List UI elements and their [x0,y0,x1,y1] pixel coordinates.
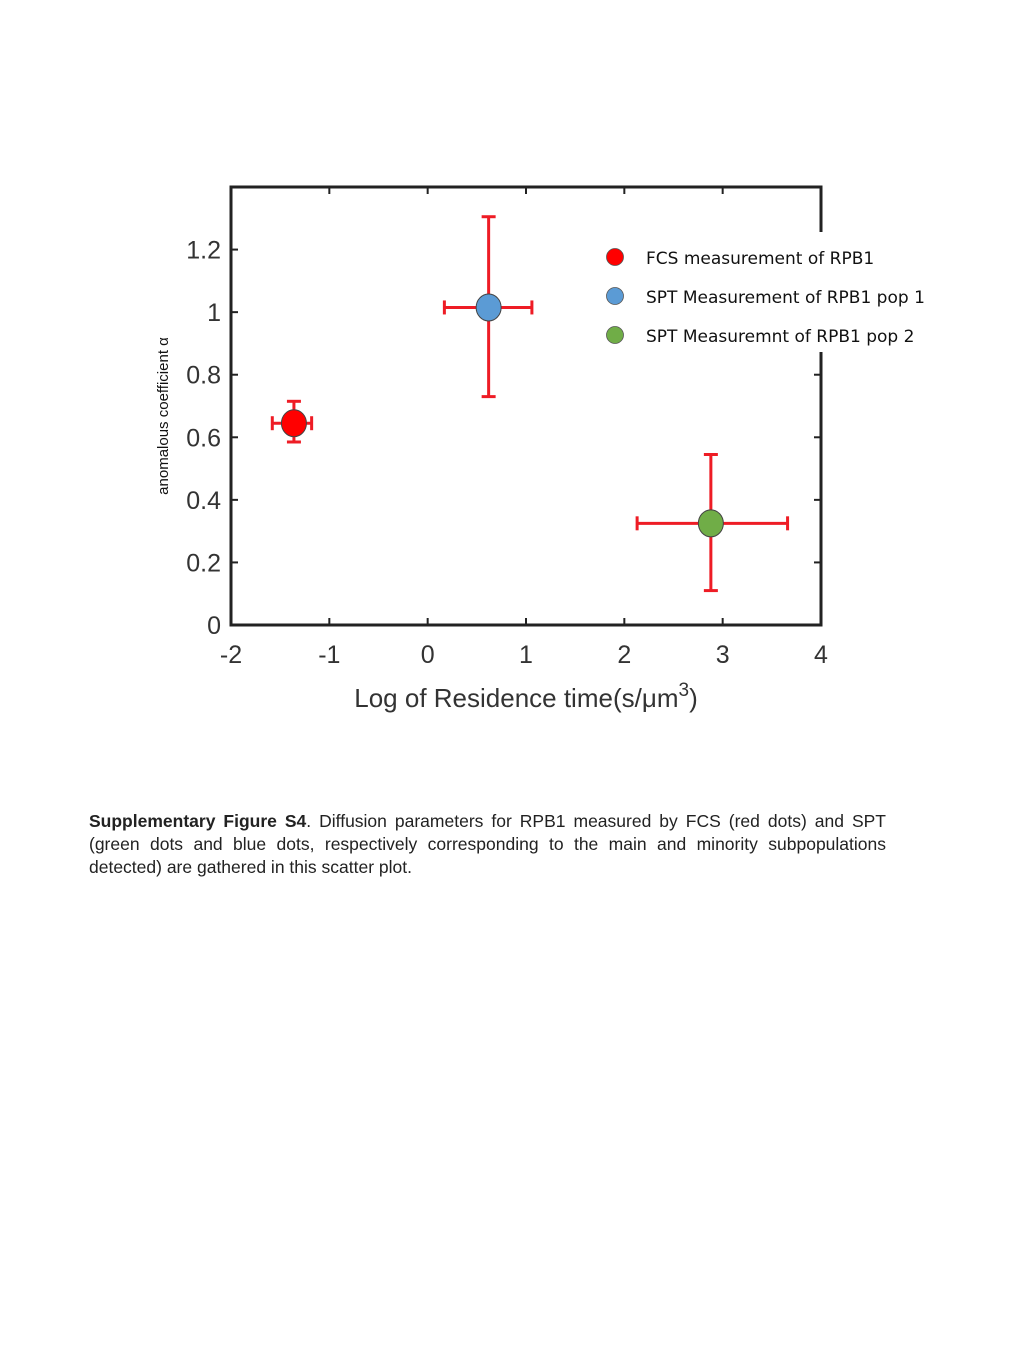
x-tick-label: 2 [617,641,632,669]
data-point [281,410,306,437]
y-tick-label: 1.2 [186,236,221,265]
data-point-group [272,401,311,442]
data-point [476,294,501,321]
x-axis-label-close: ) [689,683,698,713]
legend-label: FCS measurement of RPB1 [646,249,875,269]
legend-marker [607,288,624,305]
y-tick-label: 0.4 [186,486,221,515]
data-point-group [444,217,532,397]
x-tick-label: 4 [814,641,828,669]
y-tick-label: 0 [207,612,221,640]
x-axis-label-superscript: 3 [678,680,690,701]
x-tick-label: 0 [420,641,435,669]
y-tick-label: 0.6 [186,424,221,453]
x-tick-label: -2 [219,641,243,669]
x-tick-label: 3 [715,641,730,669]
caption-label: Supplementary Figure S4 [89,811,307,831]
legend-label: SPT Measurement of RPB1 pop 1 [646,288,925,308]
x-axis-label-main: Log of Residence time(s/μm [354,683,679,713]
y-tick-label: 0.2 [186,549,221,578]
figure-caption [89,810,886,879]
x-tick-label: 1 [519,641,533,669]
y-tick-label: 1 [207,299,221,328]
y-axis-label: anomalous coefficient α [155,337,172,495]
data-point-group [637,454,787,590]
caption-text: . Diffusion parameters for RPB1 measured by FCS (red dots) and SPT (green dots and blue dots, respectively corresponding to the main and minority subpopulations detected) are gathered in this scatter plot. [89,811,886,877]
x-tick-label: -1 [318,641,341,669]
legend-label: SPT Measuremnt of RPB1 pop 2 [646,327,915,347]
x-axis-label [354,680,697,713]
legend-marker [607,249,624,266]
y-tick-label: 0.8 [186,361,221,390]
legend-marker [607,327,624,344]
data-point [698,510,723,537]
